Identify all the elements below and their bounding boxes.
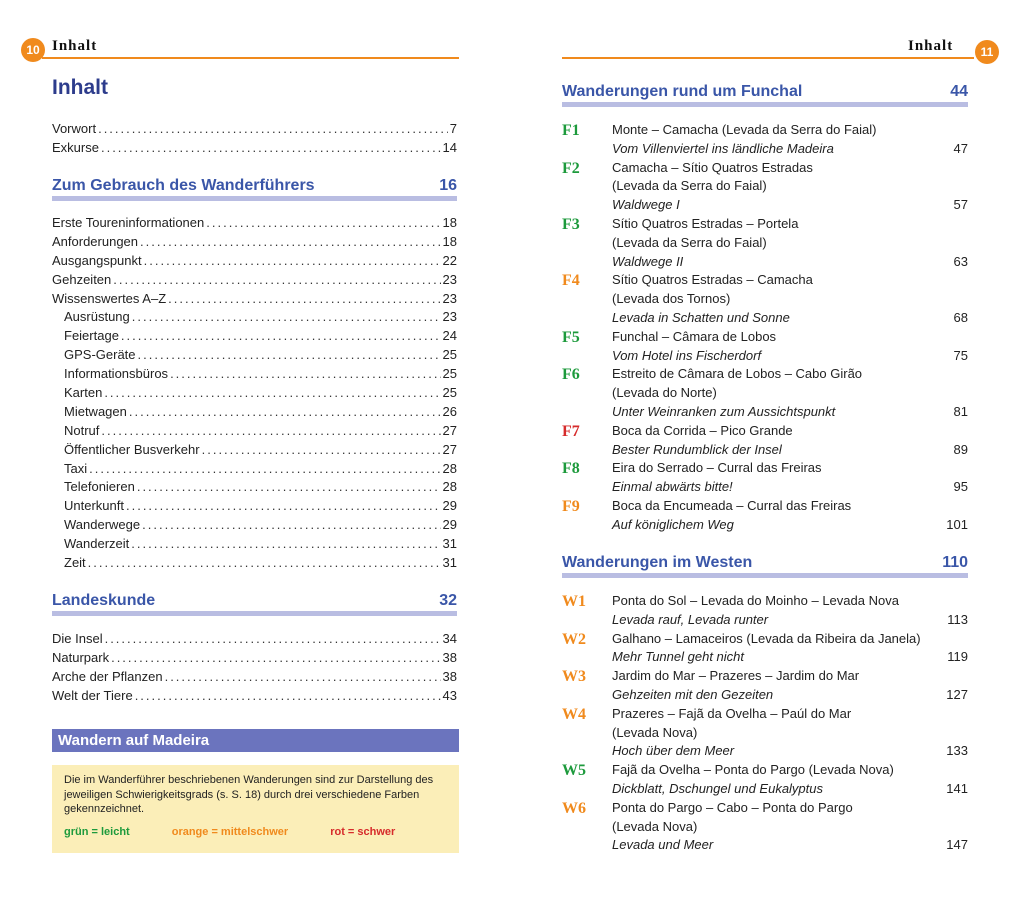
hike-subtitle: Levada und Meer bbox=[612, 837, 714, 853]
toc-entry-label: Zeit bbox=[64, 555, 86, 571]
toc-entry-label: Welt der Tiere bbox=[52, 687, 133, 703]
hike-subtitle: Levada in Schatten und Sonne bbox=[612, 309, 790, 325]
dot-leader bbox=[88, 554, 441, 573]
toc-entry-page: 23 bbox=[442, 290, 457, 306]
legend-item: orange = mittelschwer bbox=[171, 825, 289, 838]
hike-code: F5 bbox=[562, 328, 580, 346]
toc-entry-page: 26 bbox=[442, 403, 457, 419]
toc-entry[interactable] bbox=[52, 649, 457, 668]
dot-leader bbox=[132, 308, 441, 327]
hike-text bbox=[612, 365, 968, 421]
front-matter-list bbox=[52, 120, 457, 158]
toc-entry-page: 29 bbox=[442, 498, 457, 514]
hike-subtitle: Vom Villenviertel ins ländliche Madeira bbox=[612, 140, 834, 156]
section-heading[interactable] bbox=[52, 177, 457, 201]
hike-subtitle-row bbox=[612, 441, 968, 460]
toc-entry-page: 7 bbox=[449, 121, 457, 136]
toc-entry-label: Telefonieren bbox=[64, 479, 135, 495]
dot-leader bbox=[168, 290, 440, 309]
dot-leader bbox=[144, 252, 441, 271]
toc-entry-label: Ausrüstung bbox=[64, 309, 130, 325]
hike-subtitle-row bbox=[612, 478, 968, 497]
section-heading[interactable] bbox=[52, 592, 457, 616]
toc-entry-label: Anforderungen bbox=[52, 233, 139, 249]
toc-entry[interactable] bbox=[52, 554, 457, 573]
hike-entry[interactable] bbox=[562, 422, 968, 460]
hike-text bbox=[612, 497, 968, 535]
toc-entry[interactable] bbox=[52, 252, 457, 271]
hike-page: 68 bbox=[953, 309, 968, 325]
section-page: 32 bbox=[439, 592, 457, 609]
hike-page: 75 bbox=[953, 347, 968, 363]
hike-subtitle-row bbox=[612, 140, 968, 159]
difficulty-legend bbox=[64, 825, 447, 840]
hike-page: 113 bbox=[947, 611, 968, 627]
hike-route-line: Ponta do Sol – Levada do Moinho – Levada Nova bbox=[612, 593, 899, 608]
hike-page: 147 bbox=[946, 837, 968, 853]
toc-entry-page: 27 bbox=[442, 422, 457, 438]
toc-entry[interactable] bbox=[52, 214, 457, 233]
hike-code: W4 bbox=[562, 705, 586, 723]
hike-route-line: Galhano – Lamaceiros (Levada da Ribeira da Janela) bbox=[612, 630, 921, 646]
hike-subtitle-row bbox=[612, 196, 968, 215]
toc-entry[interactable] bbox=[52, 516, 457, 535]
toc-entry-page: 18 bbox=[442, 215, 457, 230]
hike-entry[interactable] bbox=[562, 592, 968, 630]
toc-entry-label: Wanderwege bbox=[64, 517, 141, 533]
hike-page: 101 bbox=[946, 516, 968, 532]
hike-subtitle: Waldwege II bbox=[612, 253, 684, 269]
hike-entry[interactable] bbox=[562, 159, 968, 215]
toc-entry-page: 34 bbox=[442, 631, 457, 646]
hike-route-line: Estreito de Câmara de Lobos – Cabo Girão bbox=[612, 366, 863, 382]
hike-page: 141 bbox=[946, 780, 968, 796]
hike-subtitle: Mehr Tunnel geht nicht bbox=[612, 649, 744, 665]
toc-entry-label: Karten bbox=[64, 385, 103, 401]
hike-entry[interactable] bbox=[562, 497, 968, 535]
hike-route-line: Sítio Quatros Estradas – Camacha bbox=[612, 272, 813, 288]
dot-leader bbox=[104, 384, 440, 403]
header-rule bbox=[562, 57, 974, 59]
toc-entry[interactable] bbox=[52, 403, 457, 422]
header-rule bbox=[42, 57, 459, 59]
toc-entry-label: Notruf bbox=[64, 422, 100, 438]
hike-route-line: Camacha – Sítio Quatros Estradas bbox=[612, 159, 813, 175]
toc-entry-label: Informationsbüros bbox=[64, 366, 169, 382]
toc-entry-label: Naturpark bbox=[52, 649, 110, 665]
dot-leader bbox=[142, 516, 440, 535]
hike-route-line: Boca da Corrida – Pico Grande bbox=[612, 422, 793, 438]
hike-route-line: Sítio Quatros Estradas – Portela bbox=[612, 215, 799, 231]
toc-entry-page: 38 bbox=[442, 649, 457, 665]
toc-entry[interactable] bbox=[52, 668, 457, 687]
running-head bbox=[908, 38, 953, 55]
running-head bbox=[52, 38, 97, 55]
hike-route-line: Jardim do Mar – Prazeres – Jardim do Mar bbox=[612, 668, 860, 684]
hike-route-line: Monte – Camacha (Levada da Serra do Faial) bbox=[612, 122, 877, 137]
hike-text bbox=[612, 705, 968, 761]
toc-entry[interactable] bbox=[52, 271, 457, 290]
toc-entry-page: 28 bbox=[442, 479, 457, 495]
toc-entry-label: Die Insel bbox=[52, 631, 103, 646]
toc-entry-page: 23 bbox=[442, 271, 457, 287]
hike-entry[interactable] bbox=[562, 630, 968, 668]
dot-leader bbox=[140, 233, 441, 252]
hike-entry[interactable] bbox=[562, 799, 968, 855]
hike-text bbox=[612, 159, 968, 215]
toc-entry-label: Erste Toureninformationen bbox=[52, 215, 205, 230]
hike-text bbox=[612, 799, 968, 855]
hike-entry[interactable] bbox=[562, 328, 968, 366]
toc-entry-page: 31 bbox=[442, 555, 457, 571]
hike-subtitle: Waldwege I bbox=[612, 197, 680, 213]
hike-text bbox=[612, 630, 968, 668]
hike-page: 127 bbox=[946, 686, 968, 702]
toc-entry[interactable] bbox=[52, 308, 457, 327]
hike-code: W1 bbox=[562, 593, 586, 610]
toc-entry[interactable] bbox=[52, 535, 457, 554]
toc-entry-page: 14 bbox=[442, 139, 457, 155]
section-page: 110 bbox=[942, 554, 968, 571]
hike-page: 133 bbox=[946, 743, 968, 759]
hike-route-line: (Levada dos Tornos) bbox=[612, 291, 731, 307]
hike-subtitle: Einmal abwärts bitte! bbox=[612, 479, 733, 495]
toc-entry-label: Gehzeiten bbox=[52, 271, 112, 287]
dot-leader bbox=[126, 497, 441, 516]
toc-entry[interactable] bbox=[52, 384, 457, 403]
hike-entry[interactable] bbox=[562, 271, 968, 327]
hike-subtitle-row bbox=[612, 347, 968, 366]
hike-entry[interactable] bbox=[562, 459, 968, 497]
dot-leader bbox=[98, 120, 448, 139]
dot-leader bbox=[165, 668, 441, 687]
dot-leader bbox=[202, 441, 441, 460]
hike-text bbox=[612, 328, 968, 366]
dot-leader bbox=[131, 535, 440, 554]
hike-text bbox=[612, 761, 968, 799]
hike-text bbox=[612, 215, 968, 271]
dot-leader bbox=[111, 649, 440, 668]
hike-subtitle-row bbox=[612, 780, 968, 799]
hike-route-line: Ponta do Pargo – Cabo – Ponta do Pargo bbox=[612, 799, 853, 815]
hike-subtitle-row bbox=[612, 742, 968, 761]
hike-code: W6 bbox=[562, 799, 586, 817]
hike-text bbox=[612, 459, 968, 497]
hike-subtitle-row bbox=[612, 648, 968, 667]
hike-code: F8 bbox=[562, 460, 580, 478]
hike-page: 119 bbox=[947, 649, 968, 665]
toc-entry-label: GPS-Geräte bbox=[64, 347, 136, 363]
hike-code: W2 bbox=[562, 630, 586, 648]
dot-leader bbox=[101, 139, 441, 158]
toc-entry-page: 43 bbox=[442, 687, 457, 703]
hike-subtitle: Unter Weinranken zum Aussichtspunkt bbox=[612, 403, 836, 419]
toc-entry[interactable] bbox=[52, 139, 457, 158]
toc-entry[interactable] bbox=[52, 630, 457, 649]
page-title: Inhalt bbox=[52, 76, 108, 99]
dot-leader bbox=[138, 346, 441, 365]
hike-subtitle-row bbox=[612, 686, 968, 705]
dot-leader bbox=[137, 478, 441, 497]
toc-entry[interactable] bbox=[52, 346, 457, 365]
toc-entry-page: 18 bbox=[442, 233, 457, 249]
toc-entry-label: Wanderzeit bbox=[64, 536, 130, 552]
toc-entry-label: Arche der Pflanzen bbox=[52, 668, 163, 684]
toc-entry-page: 29 bbox=[442, 517, 457, 533]
hike-page: 81 bbox=[953, 403, 968, 419]
toc-entry[interactable] bbox=[52, 441, 457, 460]
toc-entry-page: 25 bbox=[442, 385, 457, 401]
hike-route-line: (Levada do Norte) bbox=[612, 385, 717, 401]
toc-entry-page: 31 bbox=[442, 536, 457, 552]
hike-subtitle-row bbox=[612, 516, 968, 535]
toc-entry-page: 38 bbox=[442, 668, 457, 684]
toc-entry-page: 25 bbox=[442, 366, 457, 382]
hike-code: F3 bbox=[562, 215, 580, 233]
hike-route-line: Funchal – Câmara de Lobos bbox=[612, 328, 777, 344]
hike-page: 95 bbox=[953, 479, 968, 495]
hike-text bbox=[612, 422, 968, 460]
section-heading[interactable] bbox=[562, 554, 968, 578]
hike-subtitle: Auf königlichem Weg bbox=[612, 516, 734, 532]
toc-entry-page: 27 bbox=[442, 441, 457, 457]
toc-entry[interactable] bbox=[52, 478, 457, 497]
hike-subtitle: Levada rauf, Levada runter bbox=[612, 611, 769, 627]
hike-page: 47 bbox=[953, 140, 968, 156]
toc-entry[interactable] bbox=[52, 460, 457, 479]
hike-code: F7 bbox=[562, 422, 580, 440]
toc-list-landeskunde bbox=[52, 630, 457, 706]
toc-entry-label: Ausgangspunkt bbox=[52, 252, 142, 268]
hike-text bbox=[612, 667, 968, 705]
hike-text bbox=[612, 121, 968, 159]
hike-subtitle-row bbox=[612, 253, 968, 272]
hike-code: W3 bbox=[562, 668, 586, 686]
hike-route-line: (Levada da Serra do Faial) bbox=[612, 178, 767, 194]
hike-code: W5 bbox=[562, 762, 586, 780]
hike-subtitle: Hoch über dem Meer bbox=[612, 743, 735, 759]
legend-item: grün = leicht bbox=[64, 825, 130, 838]
hike-entry[interactable] bbox=[562, 705, 968, 761]
hike-code: F6 bbox=[562, 366, 580, 384]
toc-entry[interactable] bbox=[52, 290, 457, 309]
toc-entry-label: Taxi bbox=[64, 460, 88, 476]
dot-leader bbox=[101, 422, 440, 441]
toc-entry[interactable] bbox=[52, 365, 457, 384]
toc-entry-page: 28 bbox=[442, 460, 457, 476]
dot-leader bbox=[89, 460, 440, 479]
hike-route-line: (Levada da Serra do Faial) bbox=[612, 234, 767, 250]
toc-entry-label: Feiertage bbox=[64, 328, 119, 344]
hike-entry[interactable] bbox=[562, 365, 968, 421]
legend-item: rot = schwer bbox=[330, 825, 396, 838]
running-head-text: Inhalt bbox=[908, 38, 954, 54]
hike-route-line: Boca da Encumeada – Curral das Freiras bbox=[612, 497, 852, 513]
hike-route-line: Fajã da Ovelha – Ponta do Pargo (Levada Nova) bbox=[612, 762, 894, 778]
running-head-text: Inhalt bbox=[52, 38, 98, 54]
left-page bbox=[0, 0, 500, 917]
toc-entry-label: Mietwagen bbox=[64, 403, 127, 419]
hike-subtitle: Vom Hotel ins Fischerdorf bbox=[612, 347, 762, 363]
dot-leader bbox=[105, 630, 441, 649]
hike-route-line: (Levada Nova) bbox=[612, 724, 698, 740]
toc-entry-page: 24 bbox=[442, 328, 457, 344]
hike-route-line: Prazeres – Fajã da Ovelha – Paúl do Mar bbox=[612, 705, 852, 721]
toc-entry[interactable] bbox=[52, 497, 457, 516]
section-page: 16 bbox=[439, 177, 457, 194]
toc-entry[interactable] bbox=[52, 120, 457, 139]
toc-entry-label: Unterkunft bbox=[64, 498, 124, 514]
hike-subtitle-row bbox=[612, 836, 968, 855]
hike-list-westen bbox=[562, 592, 968, 855]
toc-entry-label: Vorwort bbox=[52, 121, 97, 136]
page-number-badge: 11 bbox=[975, 40, 999, 64]
page-number-badge: 10 bbox=[21, 38, 45, 62]
toc-list-gebrauch bbox=[52, 214, 457, 573]
section-title: Wanderungen rund um Funchal bbox=[562, 83, 803, 100]
hike-subtitle-row bbox=[612, 309, 968, 328]
section-title: Zum Gebrauch des Wanderführers bbox=[52, 177, 315, 194]
difficulty-info-box bbox=[52, 765, 459, 853]
hike-route-line: (Levada Nova) bbox=[612, 818, 698, 834]
toc-entry[interactable] bbox=[52, 422, 457, 441]
hike-code: F1 bbox=[562, 122, 580, 139]
hike-entry[interactable] bbox=[562, 761, 968, 799]
wandern-banner: Wandern auf Madeira bbox=[52, 729, 459, 752]
toc-entry-page: 22 bbox=[442, 252, 457, 268]
hike-code: F9 bbox=[562, 497, 580, 515]
section-heading[interactable] bbox=[562, 83, 968, 107]
hike-code: F4 bbox=[562, 272, 580, 290]
section-page: 44 bbox=[950, 83, 968, 100]
hike-entry[interactable] bbox=[562, 121, 968, 159]
toc-entry[interactable] bbox=[52, 327, 457, 346]
dot-leader bbox=[113, 271, 440, 290]
hike-page: 63 bbox=[953, 253, 968, 269]
toc-entry[interactable] bbox=[52, 687, 457, 706]
dot-leader bbox=[135, 687, 441, 706]
hike-text bbox=[612, 271, 968, 327]
dot-leader bbox=[170, 365, 440, 384]
toc-entry-label: Öffentlicher Busverkehr bbox=[64, 441, 200, 457]
toc-entry-label: Exkurse bbox=[52, 139, 99, 155]
dot-leader bbox=[206, 214, 440, 233]
toc-entry-label: Wissenswertes A–Z bbox=[52, 290, 167, 306]
hike-page: 89 bbox=[953, 441, 968, 457]
section-title: Wanderungen im Westen bbox=[562, 554, 753, 571]
dot-leader bbox=[121, 327, 441, 346]
section-title: Landeskunde bbox=[52, 592, 156, 609]
hike-code: F2 bbox=[562, 159, 580, 177]
hike-text bbox=[612, 592, 968, 630]
dot-leader bbox=[129, 403, 441, 422]
info-text: Die im Wanderführer beschriebenen Wanderungen sind zur Darstellung des jeweiligen Schwierigkeitsgrads (s. S. 18) durch drei verschiedene Farben gekennzeichnet. bbox=[64, 774, 434, 815]
hike-subtitle-row bbox=[612, 611, 968, 630]
hike-subtitle-row bbox=[612, 403, 968, 422]
hike-subtitle: Bester Rundumblick der Insel bbox=[612, 441, 782, 457]
toc-entry[interactable] bbox=[52, 233, 457, 252]
hike-entry[interactable] bbox=[562, 215, 968, 271]
hike-list-funchal bbox=[562, 121, 968, 535]
toc-entry-page: 25 bbox=[442, 347, 457, 363]
hike-subtitle: Dickblatt, Dschungel und Eukalyptus bbox=[612, 780, 824, 796]
toc-entry-page: 23 bbox=[442, 309, 457, 325]
hike-subtitle: Gehzeiten mit den Gezeiten bbox=[612, 686, 774, 702]
hike-page: 57 bbox=[953, 197, 968, 213]
hike-route-line: Eira do Serrado – Curral das Freiras bbox=[612, 460, 822, 476]
hike-entry[interactable] bbox=[562, 667, 968, 705]
